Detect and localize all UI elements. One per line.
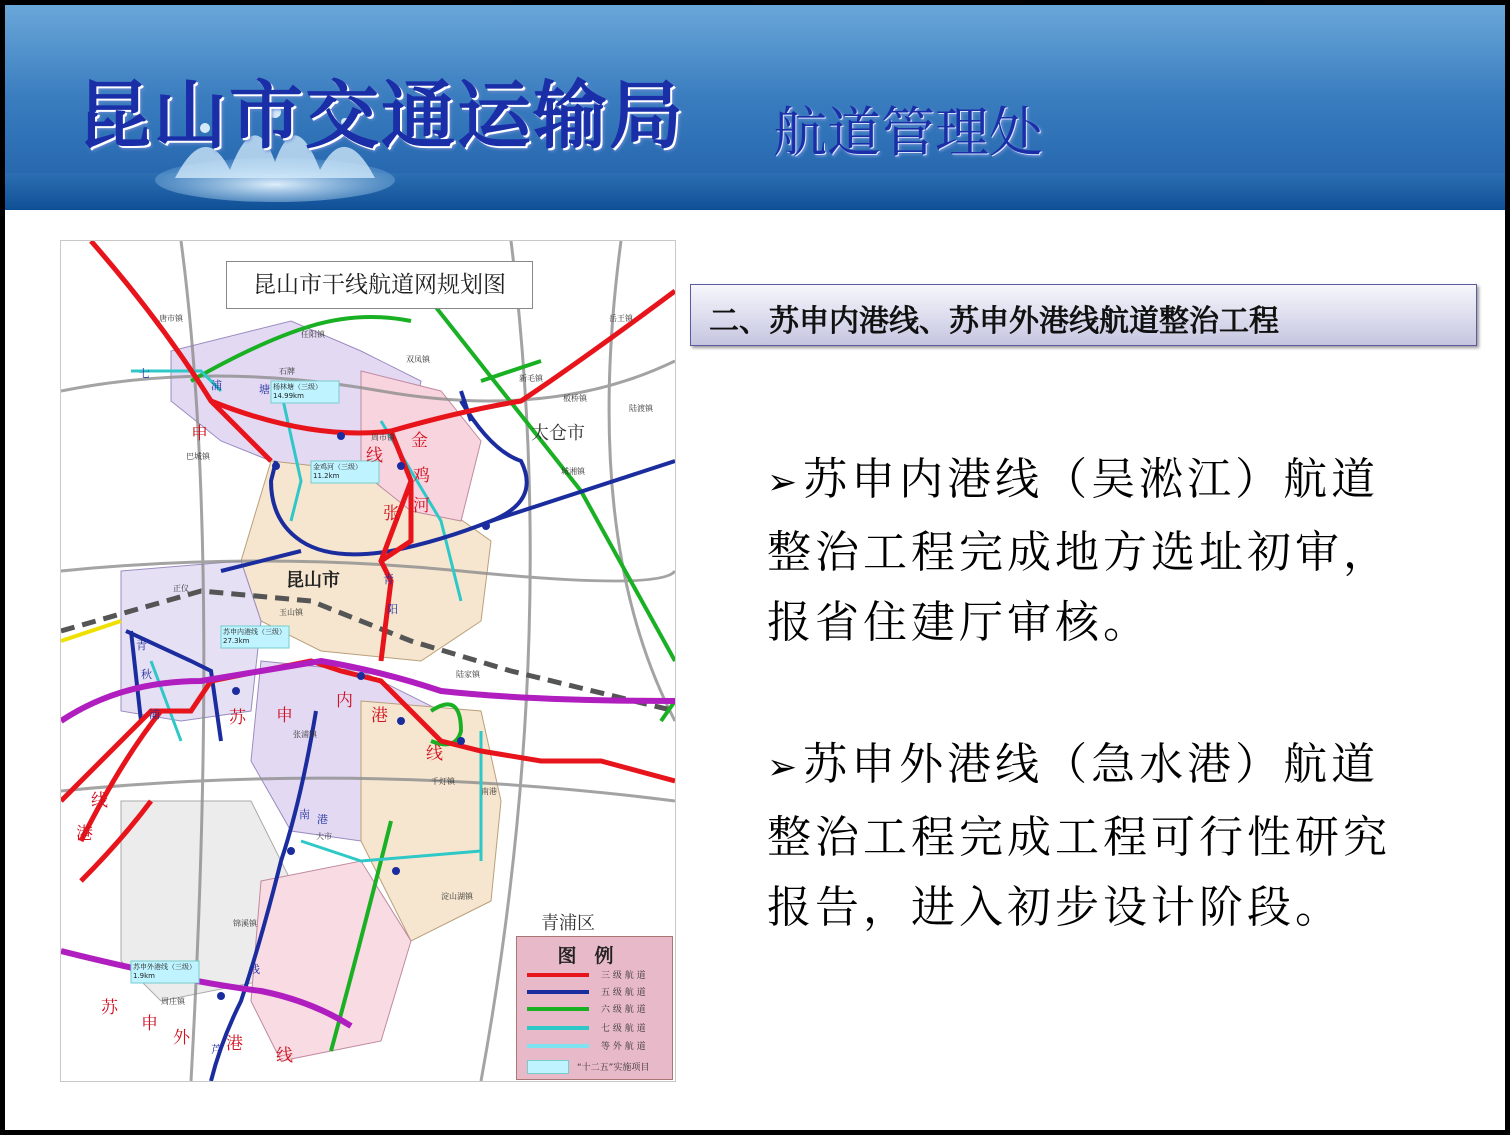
waterway-char: 港 [371, 706, 388, 726]
waterway-char: 港 [76, 824, 93, 844]
waterway-char: 港 [317, 813, 328, 826]
town-label: 陆家镇 [456, 670, 480, 679]
neighbor-south: 青浦区 [541, 913, 595, 934]
waterway-char: 申 [141, 1014, 158, 1034]
town-label: 巴城镇 [186, 452, 210, 461]
waterway-char: 申 [276, 706, 293, 726]
bullet-item-2 [767, 730, 1407, 943]
waterway-char: 苏 [229, 708, 246, 728]
waterway-char: 秋 [141, 668, 152, 681]
town-label: 城湘镇 [561, 467, 585, 476]
route-label-sushen-wai: 苏申外港线（三级）1.9km [133, 963, 196, 980]
town-label: 石牌 [279, 367, 295, 376]
legend-project-label: “十二五”实施项目 [577, 1063, 650, 1073]
legend-project-swatch [527, 1060, 569, 1074]
town-label: 张浦镇 [293, 730, 317, 739]
town-label: 唐市镇 [159, 314, 183, 323]
waterway-char: 七 [139, 367, 150, 380]
section-title: 二、苏申内港线、苏申外港线航道整治工程 [709, 304, 1279, 339]
waterway-char: 河 [413, 496, 430, 516]
route-label-yanglin: 杨林塘（三级）14.99km [273, 383, 322, 400]
town-label: 新毛镇 [519, 374, 543, 383]
waterway-char: 张 [383, 504, 400, 524]
waterway-char: 线 [426, 744, 443, 764]
arrow-bullet-icon: ➢ [767, 462, 802, 503]
bullet-text-2: 苏申外港线（急水港）航道整治工程完成工程可行性研究报告，进入初步设计阶段。 [767, 739, 1391, 933]
town-label: 淀山湖镇 [441, 892, 473, 901]
header-title: 昆山市交通运输局 [77, 73, 685, 159]
bullet-text-1: 苏申内港线（吴淞江）航道整治工程完成地方选址初审，报省住建厅审核。 [767, 454, 1391, 648]
waterway-map [60, 240, 676, 1082]
town-label: 双凤镇 [406, 355, 430, 364]
waterway-char: 芦 [211, 1043, 222, 1056]
waterway-char: 阳 [387, 603, 398, 616]
town-label: 岳王镇 [609, 314, 633, 323]
waterway-char: 线 [249, 963, 260, 976]
town-label: 正仪 [173, 584, 189, 593]
town-label: 板桥镇 [563, 394, 587, 403]
header-banner [5, 5, 1505, 210]
waterway-char: 外 [173, 1028, 190, 1048]
legend-label: 五 级 航 道 [601, 988, 646, 998]
neighbor-north: 太仓市 [531, 423, 585, 444]
bullet-item-1 [767, 445, 1407, 658]
map-legend [516, 936, 673, 1080]
city-label: 昆山市 [286, 570, 340, 591]
waterway-char: 浦 [149, 708, 160, 721]
waterway-char: 线 [366, 446, 383, 466]
waterway-char: 线 [91, 791, 108, 811]
legend-swatch [527, 990, 589, 994]
waterway-char: 金 [411, 431, 428, 451]
arrow-bullet-icon: ➢ [767, 747, 802, 788]
waterway-char: 港 [226, 1034, 243, 1054]
waterway-char: 青 [383, 573, 394, 586]
waterway-char: 线 [276, 1046, 293, 1066]
waterway-char: 苏 [101, 998, 118, 1018]
legend-label: 三 级 航 道 [601, 971, 646, 981]
town-label: 大市 [316, 832, 332, 841]
waterway-char: 塘 [259, 383, 270, 396]
town-label: 锦溪镇 [233, 919, 257, 928]
legend-label: 七 级 航 道 [601, 1024, 646, 1034]
legend-swatch [527, 1044, 589, 1048]
route-label-sushen-nei: 苏申内港线（三级）27.3km [223, 628, 286, 645]
waterway-char: 鸡 [413, 466, 430, 486]
town-label: 任阳镇 [301, 330, 325, 339]
waterway-char: 申 [191, 424, 208, 444]
waterway-char: 南 [299, 808, 310, 821]
waterway-char: 浦 [211, 379, 222, 392]
town-label: 周市镇 [371, 433, 395, 442]
legend-swatch [527, 1026, 589, 1030]
section-title-box [690, 284, 1477, 346]
waterway-char: 青 [136, 639, 147, 652]
header-subtitle: 航道管理处 [773, 101, 1043, 164]
town-label: 南港 [481, 787, 497, 796]
legend-title: 图例 [557, 945, 632, 967]
town-label: 周庄镇 [161, 997, 185, 1006]
map-title: 昆山市干线航道网规划图 [226, 261, 533, 309]
town-label: 陆渡镇 [629, 404, 653, 413]
legend-swatch [527, 973, 589, 977]
slide [5, 5, 1505, 1130]
legend-swatch [527, 1007, 589, 1011]
waterway-char: 内 [336, 691, 353, 711]
route-label-jinjihe: 金鸡河（三级）11.2km [313, 463, 362, 480]
town-label: 千灯镇 [431, 777, 455, 786]
legend-label: 等 外 航 道 [601, 1042, 646, 1052]
legend-label: 六 级 航 道 [601, 1005, 646, 1015]
town-label: 玉山镇 [279, 608, 303, 617]
